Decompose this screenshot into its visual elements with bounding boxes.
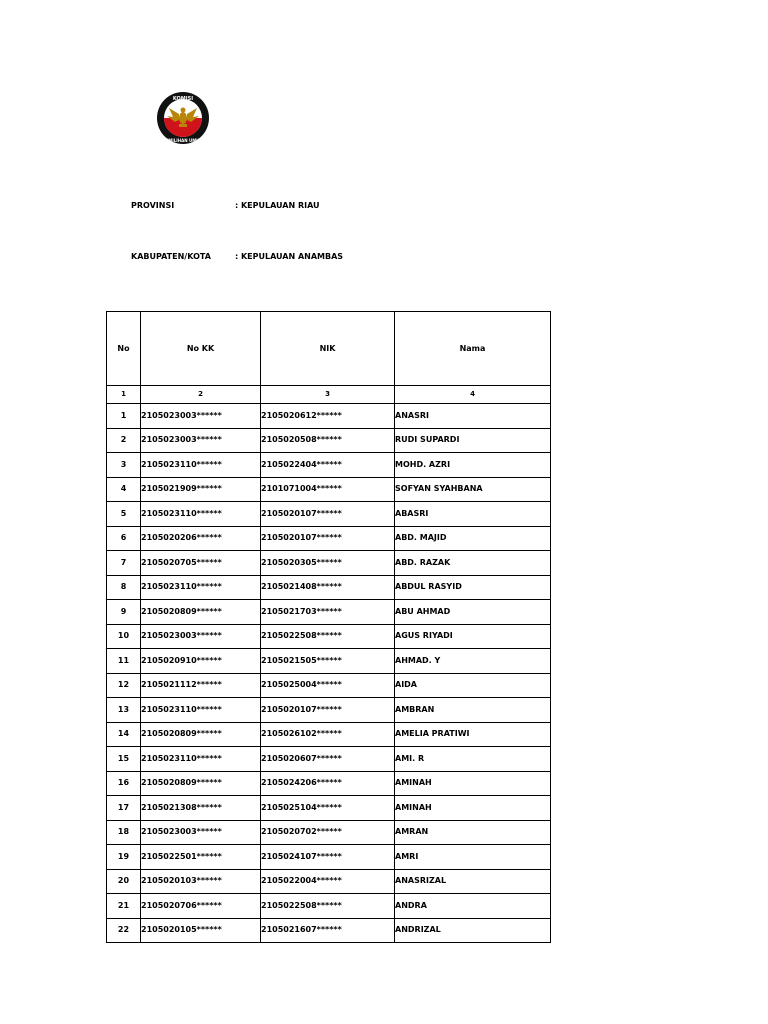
row-nama: ABASRI xyxy=(395,502,551,527)
table-row xyxy=(107,526,551,551)
row-nik: 2105020702****** xyxy=(261,820,395,845)
voter-table-body xyxy=(107,404,551,943)
row-no-kk: 2105020105****** xyxy=(141,918,261,943)
column-index: 2 xyxy=(141,386,261,404)
row-nama: ANASRI xyxy=(395,404,551,429)
svg-text:KOMISI: KOMISI xyxy=(172,96,194,102)
table-header-row xyxy=(107,312,551,386)
table-row xyxy=(107,869,551,894)
kabupaten-row xyxy=(131,252,343,261)
row-nik: 2105022004****** xyxy=(261,869,395,894)
row-nama: ABDUL RASYID xyxy=(395,575,551,600)
row-nik: 2105024107****** xyxy=(261,845,395,870)
row-nik: 2105021703****** xyxy=(261,600,395,625)
svg-text:PEMILIHAN UMUM: PEMILIHAN UMUM xyxy=(162,138,204,143)
row-no-kk: 2105023003****** xyxy=(141,404,261,429)
column-index: 4 xyxy=(395,386,551,404)
row-nama: ABD. MAJID xyxy=(395,526,551,551)
row-nama: SOFYAN SYAHBANA xyxy=(395,477,551,502)
kpu-logo xyxy=(153,90,213,146)
row-nama: ANDRIZAL xyxy=(395,918,551,943)
table-row xyxy=(107,428,551,453)
row-nama: ANDRA xyxy=(395,894,551,919)
table-row xyxy=(107,673,551,698)
row-nik: 2105020607****** xyxy=(261,747,395,772)
row-no-kk: 2105021308****** xyxy=(141,796,261,821)
row-number: 1 xyxy=(107,404,141,429)
row-no-kk: 2105020809****** xyxy=(141,771,261,796)
row-nama: AIDA xyxy=(395,673,551,698)
row-number: 12 xyxy=(107,673,141,698)
row-nik: 2105022508****** xyxy=(261,894,395,919)
row-nama: AMBRAN xyxy=(395,698,551,723)
row-nik: 2105020612****** xyxy=(261,404,395,429)
row-no-kk: 2105023110****** xyxy=(141,698,261,723)
row-number: 10 xyxy=(107,624,141,649)
row-number: 13 xyxy=(107,698,141,723)
row-number: 3 xyxy=(107,453,141,478)
row-nik: 2105022508****** xyxy=(261,624,395,649)
table-row xyxy=(107,404,551,429)
row-no-kk: 2105020706****** xyxy=(141,894,261,919)
row-nama: AMELIA PRATIWI xyxy=(395,722,551,747)
row-nama: MOHD. AZRI xyxy=(395,453,551,478)
row-no-kk: 2105020809****** xyxy=(141,600,261,625)
row-nik: 2105021607****** xyxy=(261,918,395,943)
row-no-kk: 2105020809****** xyxy=(141,722,261,747)
row-nama: ABU AHMAD xyxy=(395,600,551,625)
row-nama: AHMAD. Y xyxy=(395,649,551,674)
row-number: 8 xyxy=(107,575,141,600)
row-no-kk: 2105022501****** xyxy=(141,845,261,870)
row-number: 15 xyxy=(107,747,141,772)
row-number: 19 xyxy=(107,845,141,870)
table-row xyxy=(107,796,551,821)
row-number: 2 xyxy=(107,428,141,453)
row-number: 5 xyxy=(107,502,141,527)
row-number: 7 xyxy=(107,551,141,576)
row-nama: AMINAH xyxy=(395,771,551,796)
voter-table xyxy=(106,311,551,943)
table-row xyxy=(107,453,551,478)
provinsi-label: PROVINSI xyxy=(131,201,175,210)
table-row xyxy=(107,722,551,747)
kabupaten-value: : KEPULAUAN ANAMBAS xyxy=(235,252,344,261)
row-no-kk: 2105021909****** xyxy=(141,477,261,502)
row-nik: 2105020107****** xyxy=(261,502,395,527)
row-no-kk: 2105023003****** xyxy=(141,428,261,453)
table-row xyxy=(107,575,551,600)
row-number: 17 xyxy=(107,796,141,821)
table-row xyxy=(107,698,551,723)
row-no-kk: 2105020705****** xyxy=(141,551,261,576)
row-nik: 2105026102****** xyxy=(261,722,395,747)
row-number: 18 xyxy=(107,820,141,845)
table-row xyxy=(107,845,551,870)
column-header-no: No xyxy=(107,312,141,386)
table-row xyxy=(107,894,551,919)
row-nama: AMRI xyxy=(395,845,551,870)
row-nama: AMRAN xyxy=(395,820,551,845)
row-nik: 2105021505****** xyxy=(261,649,395,674)
row-nik: 2105024206****** xyxy=(261,771,395,796)
row-no-kk: 2105020103****** xyxy=(141,869,261,894)
row-nik: 2101071004****** xyxy=(261,477,395,502)
row-nik: 2105022404****** xyxy=(261,453,395,478)
provinsi-value: : KEPULAUAN RIAU xyxy=(235,201,320,210)
row-nik: 2105020107****** xyxy=(261,698,395,723)
row-nama: AGUS RIYADI xyxy=(395,624,551,649)
column-index: 1 xyxy=(107,386,141,404)
row-nik: 2105020305****** xyxy=(261,551,395,576)
row-no-kk: 2105020206****** xyxy=(141,526,261,551)
table-row xyxy=(107,820,551,845)
table-row xyxy=(107,649,551,674)
row-nik: 2105020508****** xyxy=(261,428,395,453)
table-row xyxy=(107,502,551,527)
table-row xyxy=(107,624,551,649)
column-header-nama: Nama xyxy=(395,312,551,386)
row-no-kk: 2105020910****** xyxy=(141,649,261,674)
row-nik: 2105025004****** xyxy=(261,673,395,698)
row-nama: ABD. RAZAK xyxy=(395,551,551,576)
row-nik: 2105021408****** xyxy=(261,575,395,600)
row-number: 4 xyxy=(107,477,141,502)
row-number: 9 xyxy=(107,600,141,625)
row-nama: RUDI SUPARDI xyxy=(395,428,551,453)
row-number: 14 xyxy=(107,722,141,747)
table-row xyxy=(107,551,551,576)
table-row xyxy=(107,747,551,772)
table-row xyxy=(107,600,551,625)
column-index: 3 xyxy=(261,386,395,404)
column-index-row xyxy=(107,386,551,404)
row-no-kk: 2105023003****** xyxy=(141,624,261,649)
table-row xyxy=(107,771,551,796)
row-number: 6 xyxy=(107,526,141,551)
column-header-no-kk: No KK xyxy=(141,312,261,386)
row-number: 20 xyxy=(107,869,141,894)
row-nama: AMI. R xyxy=(395,747,551,772)
table-row xyxy=(107,918,551,943)
row-no-kk: 2105021112****** xyxy=(141,673,261,698)
row-number: 16 xyxy=(107,771,141,796)
table-row xyxy=(107,477,551,502)
row-number: 11 xyxy=(107,649,141,674)
row-no-kk: 2105023003****** xyxy=(141,820,261,845)
row-nik: 2105020107****** xyxy=(261,526,395,551)
row-nik: 2105025104****** xyxy=(261,796,395,821)
row-nama: AMINAH xyxy=(395,796,551,821)
column-header-nik: NIK xyxy=(261,312,395,386)
row-number: 21 xyxy=(107,894,141,919)
row-number: 22 xyxy=(107,918,141,943)
row-no-kk: 2105023110****** xyxy=(141,575,261,600)
row-nama: ANASRIZAL xyxy=(395,869,551,894)
kpu-emblem-icon xyxy=(153,90,213,146)
kabupaten-label: KABUPATEN/KOTA xyxy=(131,252,211,261)
row-no-kk: 2105023110****** xyxy=(141,747,261,772)
row-no-kk: 2105023110****** xyxy=(141,453,261,478)
row-no-kk: 2105023110****** xyxy=(141,502,261,527)
provinsi-row xyxy=(131,201,320,210)
